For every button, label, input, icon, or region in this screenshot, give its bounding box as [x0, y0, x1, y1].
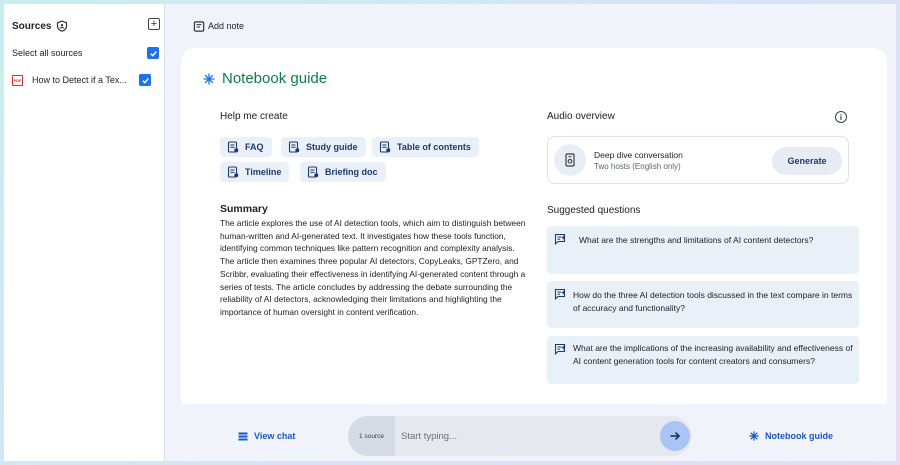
send-button[interactable] — [660, 421, 690, 451]
table-of-contents-chip-label: Table of contents — [397, 142, 471, 152]
pdf-file-icon: PDF — [12, 75, 23, 86]
audio-title: Deep dive conversation — [594, 150, 683, 160]
sources-title: Sources — [12, 20, 52, 32]
suggested-question[interactable] — [547, 281, 859, 328]
note-add-icon — [193, 20, 206, 33]
chat-add-icon — [554, 288, 566, 300]
doc-add-icon — [227, 141, 239, 153]
faq-chip-label: FAQ — [245, 142, 264, 152]
chat-add-icon — [554, 233, 566, 245]
source-count-pill[interactable]: 1 source — [348, 416, 395, 456]
doc-add-icon — [379, 141, 391, 153]
app-window — [4, 4, 896, 461]
add-note-button[interactable] — [193, 17, 244, 35]
doc-add-icon — [227, 166, 239, 178]
timeline-chip-label: Timeline — [245, 167, 282, 177]
view-chat-button[interactable] — [238, 431, 295, 441]
help-me-create-label: Help me create — [220, 111, 288, 122]
suggested-question-text: What are the implications of the increasing availability and effectiveness of AI content generation tools for content creators and consumers? — [573, 343, 853, 366]
list-icon — [238, 432, 248, 441]
summary-title: Summary — [220, 203, 268, 215]
suggested-question-text: What are the strengths and limitations of AI content detectors? — [579, 235, 814, 245]
sparkle-icon — [749, 431, 759, 441]
audio-subtitle: Two hosts (English only) — [594, 162, 681, 171]
guide-title-row — [203, 70, 327, 87]
suggested-question-text: How do the three AI detection tools discussed in the text compare in terms of accuracy and functionality? — [573, 290, 853, 313]
notebook-guide-button[interactable] — [749, 431, 833, 441]
doc-add-icon — [307, 166, 319, 178]
chat-bottom-bar — [181, 404, 887, 461]
sources-header — [12, 16, 160, 36]
check-icon — [141, 76, 150, 85]
audio-overview-label: Audio overview — [547, 111, 615, 122]
timeline-chip[interactable] — [220, 162, 289, 182]
select-all-checkbox[interactable] — [147, 47, 159, 59]
select-all-label: Select all sources — [12, 48, 83, 58]
study-guide-chip[interactable] — [281, 137, 366, 157]
suggested-question[interactable] — [547, 226, 859, 274]
audio-file-icon — [554, 144, 586, 176]
add-note-label: Add note — [208, 21, 245, 31]
add-source-button[interactable]: + — [148, 18, 160, 30]
info-icon[interactable]: i — [835, 111, 847, 123]
shield-icon[interactable] — [56, 20, 68, 32]
summary-text: The article explores the use of AI detection tools, which aim to distinguish between human-written and AI-generated text. It investigates how these tools function, identifying common techniques like pattern recognition and complexity analysis. The article then examines three popular AI detectors, CopyLeaks, GPTZero, and Scribbr, evaluating their effectiveness in identifying AI-generated content through a series of tests. The article concludes by addressing the debate surrounding the reliability of AI detectors, acknowledging their limitations and highlighting the importance of human oversight in content verification. — [220, 218, 526, 317]
chat-add-icon — [554, 343, 566, 355]
suggested-question[interactable] — [547, 336, 859, 384]
briefing-doc-chip-label: Briefing doc — [325, 167, 378, 177]
arrow-right-icon — [669, 430, 681, 442]
sources-sidebar — [4, 4, 165, 461]
sparkle-icon — [203, 73, 215, 85]
generate-button[interactable]: Generate — [772, 147, 842, 175]
notebook-guide-panel — [181, 48, 887, 461]
table-of-contents-chip[interactable] — [372, 137, 479, 157]
select-all-row[interactable] — [12, 45, 160, 61]
notebook-guide-label: Notebook guide — [765, 431, 833, 441]
study-guide-chip-label: Study guide — [306, 142, 358, 152]
audio-overview-card — [547, 136, 849, 184]
source-item[interactable] — [12, 72, 160, 88]
faq-chip[interactable] — [220, 137, 272, 157]
podcast-icon — [564, 153, 576, 167]
briefing-doc-chip[interactable] — [300, 162, 386, 182]
source-item-label: How to Detect if a Tex... — [32, 75, 127, 85]
guide-title: Notebook guide — [222, 70, 328, 87]
chat-input[interactable] — [401, 425, 641, 447]
doc-add-icon — [288, 141, 300, 153]
source-checkbox[interactable] — [139, 74, 151, 86]
check-icon — [149, 49, 158, 58]
suggested-questions-label: Suggested questions — [547, 205, 641, 216]
view-chat-label: View chat — [254, 431, 296, 441]
chat-input-bar — [348, 416, 692, 456]
